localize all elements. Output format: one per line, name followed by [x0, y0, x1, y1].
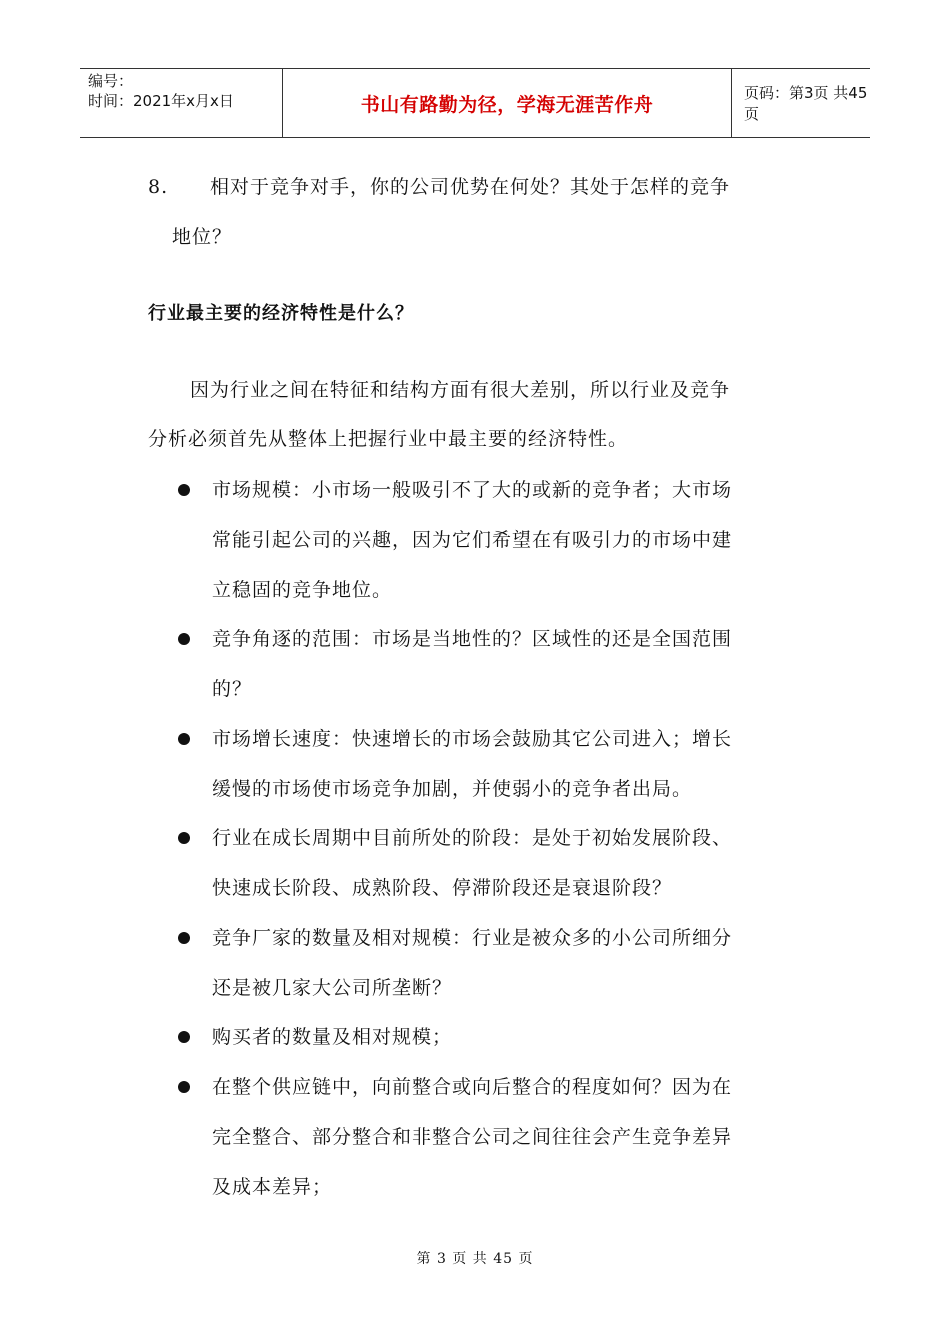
- list-item-line: 市场增长速度：快速增长的市场会鼓励其它公司进入；增长: [212, 728, 733, 750]
- list-item-line: 竞争厂家的数量及相对规模：行业是被众多的小公司所细分: [212, 927, 733, 949]
- list-item-line: 缓慢的市场使市场竞争加剧，并使弱小的竞争者出局。: [212, 778, 693, 800]
- header-motto-cell: [282, 69, 732, 137]
- list-item-line: 完全整合、部分整合和非整合公司之间往往会产生竞争差异: [212, 1126, 733, 1148]
- document-date: 时间：2021年x月x日: [88, 92, 234, 110]
- bullet-dot: [178, 484, 190, 496]
- bullet-dot: [178, 932, 190, 944]
- list-item-line: 立稳固的竞争地位。: [212, 579, 393, 601]
- list-item-line: 常能引起公司的兴趣，因为它们希望在有吸引力的市场中建: [212, 529, 733, 551]
- intro-line-1: 因为行业之间在特征和结构方面有很大差别，所以行业及竞争: [190, 379, 731, 401]
- document-number-label: 编号：: [88, 72, 134, 90]
- list-item-line: 还是被几家大公司所垄断？: [212, 977, 453, 999]
- bullet-dot: [178, 832, 190, 844]
- section-heading: 行业最主要的经济特性是什么？: [148, 303, 414, 324]
- page-footer: 第 3 页 共 45 页: [416, 1251, 534, 1267]
- list-item-line: 的？: [212, 678, 253, 700]
- intro-line-2: 分析必须首先从整体上把握行业中最主要的经济特性。: [148, 428, 629, 450]
- list-item-line: 行业在成长周期中目前所处的阶段：是处于初始发展阶段、: [212, 827, 733, 849]
- question-number: 8.: [148, 176, 169, 198]
- list-item-line: 市场规模：小市场一般吸引不了大的或新的竞争者；大市场: [212, 479, 733, 501]
- page-header: [80, 68, 870, 138]
- list-item-line: 及成本差异；: [212, 1176, 333, 1198]
- bullet-dot: [178, 1031, 190, 1043]
- list-item-line: 快速成长阶段、成熟阶段、停滞阶段还是衰退阶段？: [212, 877, 673, 899]
- question-line-1: 相对于竞争对手，你的公司优势在何处？其处于怎样的竞争: [210, 176, 731, 198]
- bullet-dot: [178, 1081, 190, 1093]
- bullet-dot: [178, 633, 190, 645]
- list-item-line: 购买者的数量及相对规模；: [212, 1026, 453, 1048]
- question-line-2: 地位？: [172, 226, 233, 248]
- list-item-line: 竞争角逐的范围：市场是当地性的？区域性的还是全国范围: [212, 628, 733, 650]
- header-motto: 书山有路勤为径，学海无涯苦作舟: [360, 93, 654, 116]
- header-meta: [80, 69, 282, 137]
- header-page-info: 页码：第3页 共45页: [744, 84, 868, 123]
- list-item-line: 在整个供应链中，向前整合或向后整合的程度如何？因为在: [212, 1076, 733, 1098]
- bullet-dot: [178, 733, 190, 745]
